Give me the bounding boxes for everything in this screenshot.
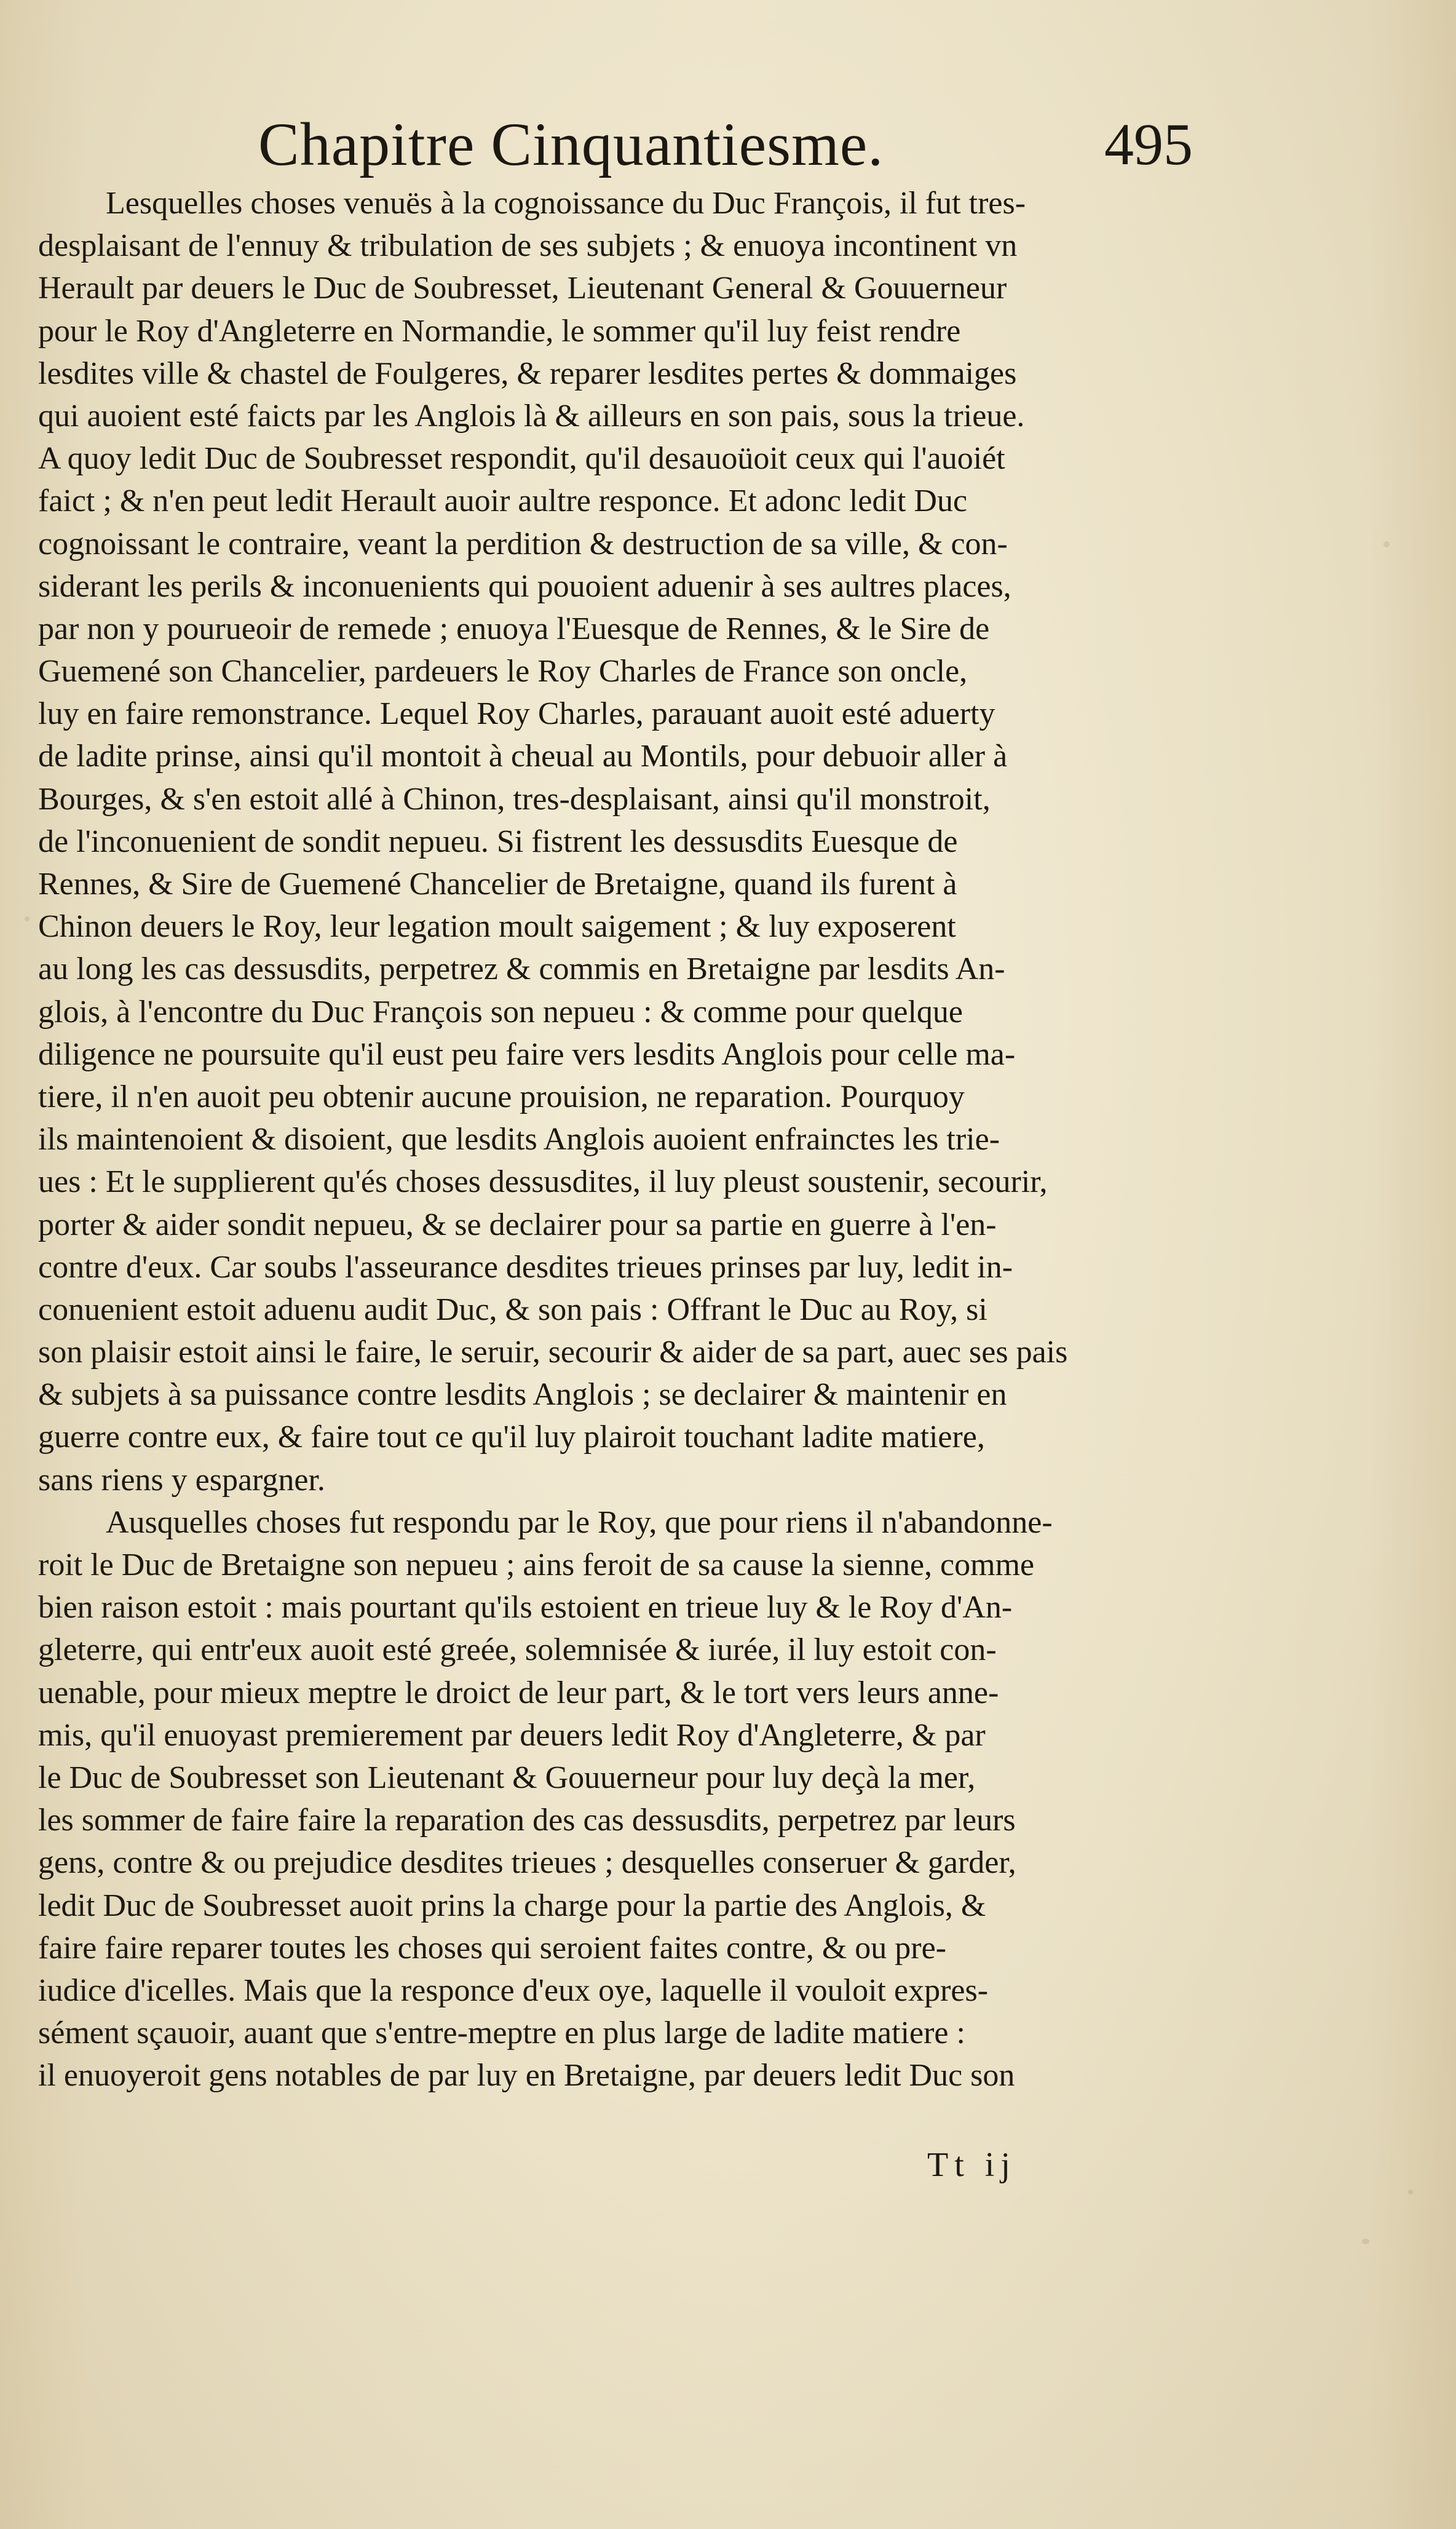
text-line: il enuoyeroit gens notables de par luy en Bretaigne, par deuers ledit Duc son — [38, 2058, 1015, 2094]
text-line: de l'inconuenient de sondit nepueu. Si fistrent les dessusdits Euesque de — [38, 824, 958, 859]
text-line: ils maintenoient & disoient, que lesdits Anglois auoient enfrainctes les trie- — [38, 1122, 1000, 1157]
text-line: Guemené son Chancelier, pardeuers le Roy Charles de France son oncle, — [38, 654, 968, 689]
text-line: Chinon deuers le Roy, leur legation moult saigement ; & luy exposerent — [38, 909, 956, 945]
text-line: lesdites ville & chastel de Foulgeres, & reparer lesdites pertes & dommaiges — [38, 355, 1017, 391]
text-line: les sommer de faire faire la reparation des cas dessusdits, perpetrez par leurs — [38, 1803, 1016, 1838]
text-line: son plaisir estoit ainsi le faire, le seruir, secourir & aider de sa part, auec ses pais — [38, 1335, 1068, 1370]
foxing-spot — [1362, 2239, 1369, 2244]
text-line: siderant les perils & inconuenients qui pouoient aduenir à ses aultres places, — [38, 568, 1011, 604]
text-line: Ausquelles choses fut respondu par le Roy, que pour riens il n'abandonne- — [106, 1504, 1053, 1540]
text-line: guerre contre eux, & faire tout ce qu'il luy plairoit touchant ladite matiere, — [38, 1419, 985, 1455]
text-line: faire faire reparer toutes les choses qui seroient faites contre, & ou pre- — [38, 1930, 947, 1966]
text-line: uenable, pour mieux meptre le droict de leur part, & le tort vers leurs anne- — [38, 1675, 999, 1710]
text-line: conuenient estoit aduenu audit Duc, & son pais : Offrant le Duc au Roy, si — [38, 1292, 987, 1327]
text-line: ledit Duc de Soubresset auoit prins la charge pour la partie des Anglois, & — [38, 1888, 986, 1923]
text-line: de ladite prinse, ainsi qu'il montoit à cheual au Montils, pour debuoir aller à — [38, 739, 1008, 774]
text-line: par non y pourueoir de remede ; enuoya l'Euesque de Rennes, & le Sire de — [38, 611, 990, 646]
text-line: au long les cas dessusdits, perpetrez & commis en Bretaigne par lesdits An- — [38, 951, 1005, 987]
text-line: luy en faire remonstrance. Lequel Roy Charles, parauant auoit esté aduerty — [38, 696, 995, 732]
text-line: le Duc de Soubresset son Lieutenant & Gouuerneur pour luy deçà la mer, — [38, 1760, 976, 1795]
text-line: Bourges, & s'en estoit allé à Chinon, tres-desplaisant, ainsi qu'il monstroit, — [38, 781, 991, 817]
text-line: sans riens y espargner. — [38, 1462, 325, 1498]
running-head — [258, 105, 1193, 185]
text-line: Rennes, & Sire de Guemené Chancelier de Bretaigne, quand ils furent à — [38, 867, 957, 902]
foxing-spot — [1383, 541, 1390, 547]
foxing-spot — [25, 916, 30, 921]
text-line: sément sçauoir, auant que s'entre-meptre en plus large de ladite matiere : — [38, 2015, 965, 2051]
text-line: desplaisant de l'ennuy & tribulation de ses subjets ; & enuoya incontinent vn — [38, 228, 1018, 264]
text-line: faict ; & n'en peut ledit Herault auoir aultre responce. Et adonc ledit Duc — [38, 483, 968, 519]
text-line: contre d'eux. Car soubs l'asseurance desdites trieues prinses par luy, ledit in- — [38, 1249, 1013, 1285]
text-line: porter & aider sondit nepueu, & se declairer pour sa partie en guerre à l'en- — [38, 1207, 997, 1242]
text-line: glois, à l'encontre du Duc François son nepueu : & comme pour quelque — [38, 994, 963, 1030]
text-line: ues : Et le supplierent qu'és choses dessusdites, il luy pleust soustenir, secourir, — [38, 1164, 1048, 1200]
text-line: gens, contre & ou prejudice desdites trieues ; desquelles conseruer & garder, — [38, 1845, 1016, 1881]
text-line: tiere, il n'en auoit peu obtenir aucune prouision, ne reparation. Pourquoy — [38, 1079, 965, 1114]
text-line: iudice d'icelles. Mais que la responce d'eux oye, laquelle il vouloit expres- — [38, 1972, 989, 2008]
text-line: mis, qu'il enuoyast premierement par deuers ledit Roy d'Angleterre, & par — [38, 1717, 986, 1753]
page-number: 495 — [1104, 111, 1193, 177]
chapter-title: Chapitre Cinquantiesme. — [258, 110, 884, 178]
foxing-spot — [1408, 2190, 1413, 2194]
text-line: Lesquelles choses venuës à la cognoissance du Duc François, il fut tres- — [106, 186, 1026, 221]
text-line: roit le Duc de Bretaigne son nepueu ; ains feroit de sa cause la sienne, comme — [38, 1547, 1035, 1582]
text-line: & subjets à sa puissance contre lesdits Anglois ; se declairer & maintenir en — [38, 1377, 1007, 1413]
body-text — [38, 182, 1181, 2097]
text-line: bien raison estoit : mais pourtant qu'ils estoient en trieue luy & le Roy d'An- — [38, 1590, 1013, 1626]
text-line: qui auoient esté faicts par les Anglois là & ailleurs en son pais, sous la trieue. — [38, 398, 1025, 434]
text-line: Herault par deuers le Duc de Soubresset, Lieutenant General & Gouuerneur — [38, 271, 1007, 306]
signature-mark: Tt ij — [927, 2146, 1016, 2184]
text-line: pour le Roy d'Angleterre en Normandie, le sommer qu'il luy feist rendre — [38, 313, 961, 349]
text-line: cognoissant le contraire, veant la perdition & destruction de sa ville, & con- — [38, 526, 1008, 562]
text-line: diligence ne poursuite qu'il eust peu faire vers lesdits Anglois pour celle ma- — [38, 1036, 1016, 1072]
text-line: A quoy ledit Duc de Soubresset respondit, qu'il desauoüoit ceux qui l'auoiét — [38, 441, 1005, 477]
text-line: gleterre, qui entr'eux auoit esté greée, solemnisée & iurée, il luy estoit con- — [38, 1632, 997, 1668]
